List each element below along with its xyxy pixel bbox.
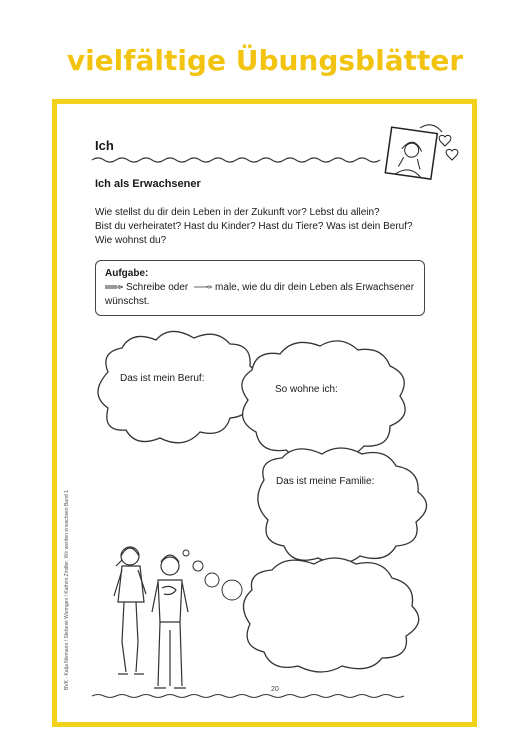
- page-number: 20: [271, 686, 279, 693]
- heart-icon: [439, 135, 451, 146]
- heart-icon: [446, 149, 458, 160]
- task-text: Schreibe oder: [126, 282, 189, 293]
- cloud-label-wohnen: So wohne ich:: [275, 384, 338, 395]
- cloud-label-beruf: Das ist mein Beruf:: [120, 373, 205, 384]
- task-box: [95, 260, 425, 316]
- intro-text: [95, 206, 425, 248]
- worksheet-title: Ich: [95, 138, 114, 153]
- pencil-icon: [105, 285, 123, 289]
- page-headline: vielfältige Übungsblätter: [66, 44, 464, 77]
- thought-cloud-empty: [243, 558, 418, 672]
- task-text: male, wie du dir dein Leben als Erwachsener: [215, 282, 415, 293]
- portrait-icon: [385, 127, 437, 179]
- thought-cloud-beruf: [98, 331, 258, 442]
- task-label: Aufgabe:: [105, 268, 149, 279]
- worksheet-subtitle: Ich als Erwachsener: [95, 178, 201, 190]
- thought-cloud-wohnen: [242, 341, 405, 459]
- title-wavy-rule: [92, 158, 380, 162]
- girl-figure: [114, 547, 146, 674]
- intro-line: Wie stellst du dir dein Leben in der Zukunft vor? Lebst du allein?: [95, 207, 380, 218]
- bottom-wavy-rule: [92, 695, 404, 698]
- task-text: wünschst.: [105, 296, 150, 307]
- thought-cloud-familie: [258, 448, 427, 564]
- cloud-label-familie: Das ist meine Familie:: [276, 476, 375, 487]
- copyright-credit: BVK · Katja Niemann / Stefanie Wiemgen / Kathrin Zindler: Wir werden erwachsen Band 1: [64, 490, 70, 690]
- boy-figure: [152, 555, 188, 688]
- intro-line: Wie wohnst du?: [95, 235, 167, 246]
- intro-line: Bist du verheiratet? Hast du Kinder? Hast du Tiere? Was ist dein Beruf?: [95, 221, 413, 232]
- brush-icon: [194, 285, 212, 289]
